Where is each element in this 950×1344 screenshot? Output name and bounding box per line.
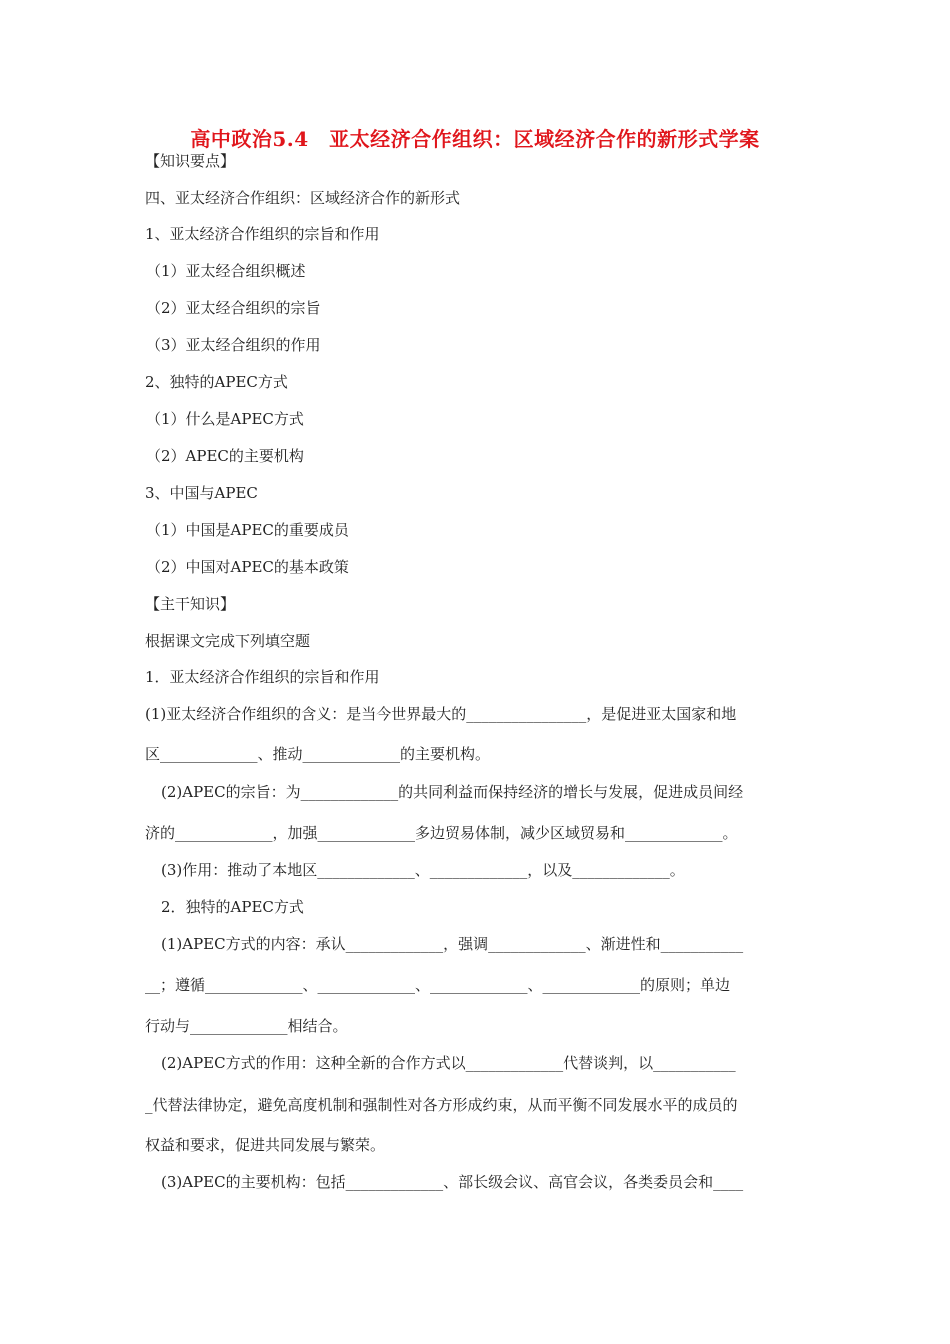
outline-subitem: （2）中国对APEC的基本政策	[146, 558, 349, 576]
outline-subitem: （3）亚太经合组织的作用	[146, 336, 321, 354]
outline-subitem: （1）中国是APEC的重要成员	[146, 521, 349, 539]
outline-subitem: （1）亚太经合组织概述	[146, 262, 306, 280]
outline-item: 1、亚太经济合作组织的宗旨和作用	[145, 225, 380, 243]
document-title: 高中政治5.4 亚太经济合作组织：区域经济合作的新形式学案	[190, 127, 760, 151]
fill-in-line: (1)亚太经济合作组织的含义：是当今世界最大的________________，是促进亚太国家和地	[145, 705, 737, 723]
fill-in-line: (1)APEC方式的内容：承认_____________，强调_____________、渐进性和___________	[161, 935, 744, 953]
question-heading: 1．亚太经济合作组织的宗旨和作用	[145, 668, 380, 686]
fill-in-line: (2)APEC的宗旨：为_____________的共同利益而保持经济的增长与发展，促进成员间经	[161, 783, 744, 801]
outline-subitem: （2）亚太经合组织的宗旨	[146, 299, 321, 317]
topic-heading: 四、亚太经济合作组织：区域经济合作的新形式	[145, 189, 461, 207]
fill-in-line: 区_____________、推动_____________的主要机构。	[145, 745, 491, 763]
section-heading-key-points: 【知识要点】	[145, 152, 236, 170]
instruction-text: 根据课文完成下列填空题	[145, 632, 311, 650]
question-heading: 2．独特的APEC方式	[161, 898, 304, 916]
fill-in-line: 行动与_____________相结合。	[145, 1017, 348, 1035]
outline-item: 3、中国与APEC	[145, 484, 258, 502]
fill-in-line: _代替法律协定，避免高度机制和强制性对各方形成约束，从而平衡不同发展水平的成员的	[145, 1096, 738, 1114]
fill-in-line: 济的_____________，加强_____________多边贸易体制，减少区域贸易和_____________。	[145, 824, 738, 842]
outline-item: 2、独特的APEC方式	[145, 373, 288, 391]
outline-subitem: （2）APEC的主要机构	[146, 447, 304, 465]
fill-in-line: (3)APEC的主要机构：包括_____________、部长级会议、高官会议，各类委员会和____	[161, 1173, 744, 1191]
fill-in-line: 权益和要求，促进共同发展与繁荣。	[145, 1136, 386, 1154]
fill-in-line: __；遵循_____________、_____________、_____________、_____________的原则；单边	[145, 976, 731, 994]
fill-in-line: (2)APEC方式的作用：这种全新的合作方式以_____________代替谈判，以___________	[161, 1054, 736, 1072]
section-heading-main-knowledge: 【主干知识】	[145, 595, 236, 613]
outline-subitem: （1）什么是APEC方式	[146, 410, 304, 428]
fill-in-line: (3)作用：推动了本地区_____________、_____________，以及_____________。	[161, 861, 685, 879]
